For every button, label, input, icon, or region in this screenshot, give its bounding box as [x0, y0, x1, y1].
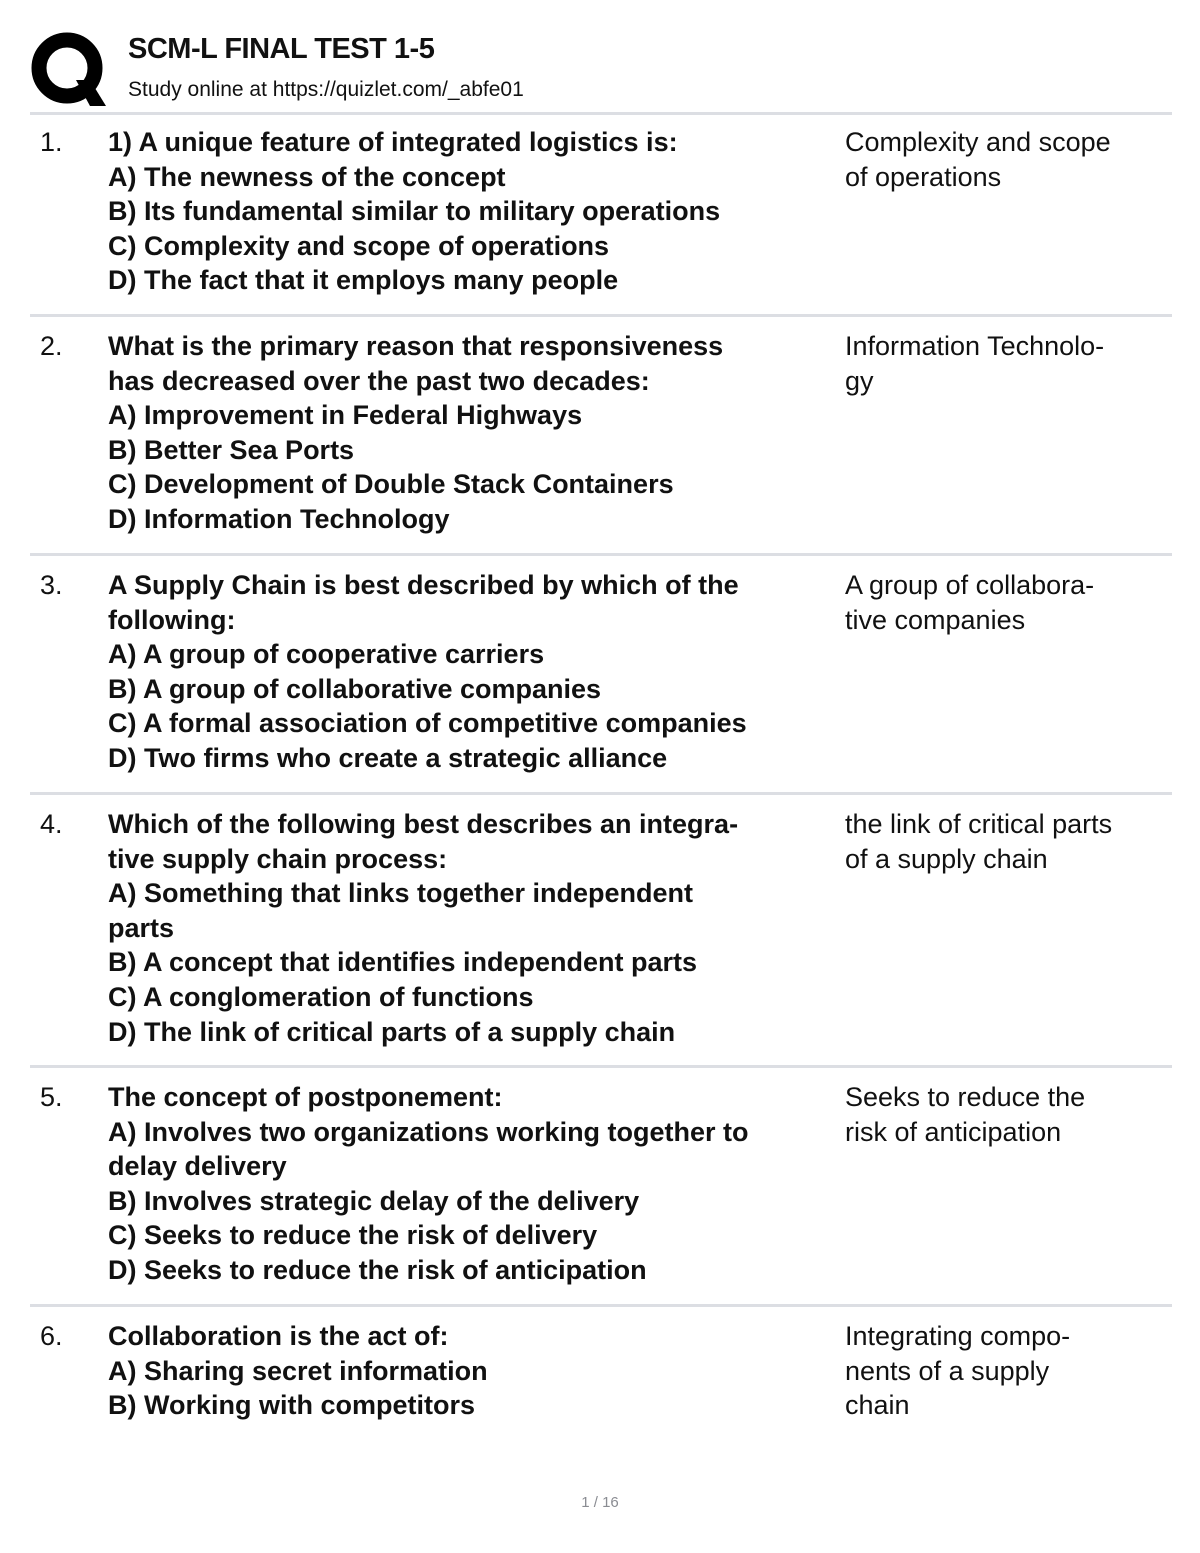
flashcard — [30, 795, 1172, 1068]
card-number: 2. — [40, 331, 63, 361]
flashcard — [30, 317, 1172, 556]
card-number: 4. — [40, 809, 63, 839]
card-answer: Seeks to reduce the risk of anticipation — [845, 1082, 1086, 1147]
card-question: The concept of postponement: A) Involves two organizations working together to delay delivery B) Involves strategic delay of the delivery C) Seeks to reduce the risk of delivery D) Seeks to reduce the risk of anticipation — [108, 1082, 749, 1285]
card-question: A Supply Chain is best described by which of the following: A) A group of cooperative carriers B) A group of collaborative companies C) A formal association of competitive companies D) Two firms who create a strategic alliance — [108, 570, 747, 773]
card-number: 5. — [40, 1082, 63, 1112]
card-answer: A group of collabora- tive companies — [845, 570, 1095, 635]
study-online-link[interactable]: Study online at https://quizlet.com/_abfe01 — [128, 78, 524, 101]
card-question: What is the primary reason that responsiveness has decreased over the past two decades: A) Improvement in Federal Highways B) Better Sea Ports C) Development of Double Stack Containers D) Information Technology — [108, 331, 724, 534]
page-indicator: 1 / 16 — [581, 1494, 619, 1511]
card-answer: Integrating compo- nents of a supply chain — [845, 1321, 1071, 1421]
flashcard — [30, 115, 1172, 317]
card-answer: Complexity and scope of operations — [845, 127, 1111, 192]
flashcard — [30, 556, 1172, 795]
flashcard-list — [30, 115, 1172, 1457]
document-title: SCM-L FINAL TEST 1-5 — [128, 33, 435, 65]
flashcard — [30, 1068, 1172, 1307]
card-answer: the link of critical parts of a supply chain — [845, 809, 1113, 874]
quizlet-q-logo-icon — [30, 30, 108, 108]
card-number: 6. — [40, 1321, 63, 1351]
document-header — [30, 30, 1172, 110]
card-number: 1. — [40, 127, 63, 157]
flashcard — [30, 1307, 1172, 1457]
card-number: 3. — [40, 570, 63, 600]
card-question: Collaboration is the act of: A) Sharing secret information B) Working with competitors — [108, 1321, 488, 1421]
card-question: 1) A unique feature of integrated logistics is: A) The newness of the concept B) Its fundamental similar to military operations C) Complexity and scope of operations D) The fact that it employs many people — [108, 127, 721, 296]
card-answer: Information Technolo- gy — [845, 331, 1105, 396]
card-question: Which of the following best describes an integra- tive supply chain process: A) Something that links together independent parts B) A concept that identifies independent parts C) A conglomeration of functions D) The link of critical parts of a supply chain — [108, 809, 739, 1047]
